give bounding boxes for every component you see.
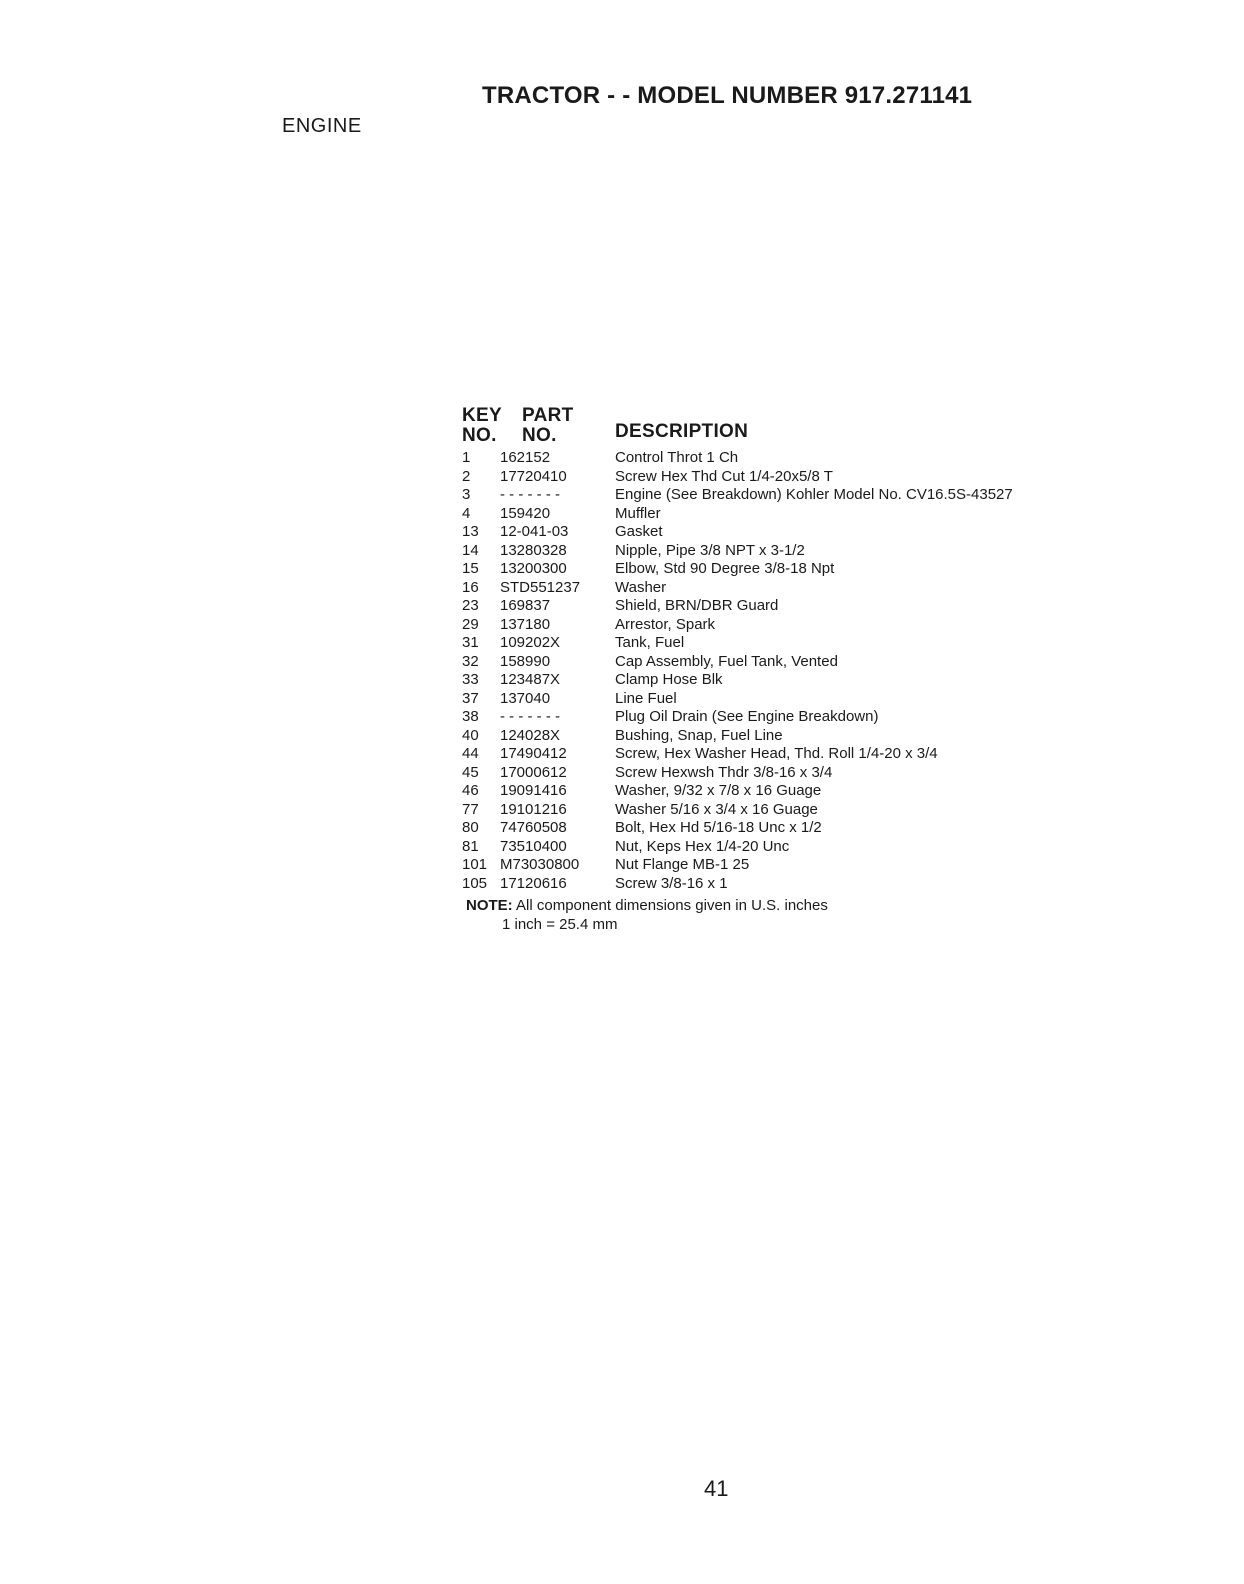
part-no: 12-041-03: [500, 523, 569, 540]
section-title: ENGINE: [282, 115, 362, 137]
description: Washer 5/16 x 3/4 x 16 Guage: [615, 800, 818, 818]
key-no: 1: [462, 449, 471, 466]
description: Tank, Fuel: [615, 634, 685, 651]
key-no: 13: [462, 523, 479, 540]
part-no: 13200300: [500, 560, 567, 577]
table-row: [462, 819, 1082, 838]
page-title: TRACTOR - - MODEL NUMBER 917.271141: [482, 82, 973, 109]
key-no: 77: [462, 800, 479, 818]
description: Washer, 9/32 x 7/8 x 16 Guage: [615, 782, 822, 799]
key-no: 33: [462, 671, 479, 688]
description: Arrestor, Spark: [615, 615, 716, 633]
part-no: 162152: [500, 449, 551, 466]
parts-table: [462, 405, 1082, 893]
part-no: 123487X: [500, 671, 561, 688]
key-no: 3: [462, 486, 471, 503]
key-no: 37: [462, 689, 479, 707]
part-no: 17490412: [500, 745, 567, 762]
table-row: [462, 727, 1082, 746]
description: Shield, BRN/DBR Guard: [615, 597, 779, 614]
page-number: 41: [704, 1476, 729, 1501]
part-no: 137040: [500, 689, 551, 707]
table-row: [462, 505, 1082, 524]
part-no: 17720410: [500, 467, 567, 485]
key-no: 15: [462, 560, 479, 577]
key-no: 29: [462, 615, 479, 633]
key-no: 4: [462, 504, 471, 522]
part-no: - - - - - - -: [500, 486, 560, 503]
table-row: [462, 542, 1082, 561]
description: Nipple, Pipe 3/8 NPT x 3-1/2: [615, 541, 805, 559]
part-no: 74760508: [500, 819, 567, 836]
table-row: [462, 597, 1082, 616]
key-no: 38: [462, 708, 479, 725]
part-no: STD551237: [500, 578, 581, 596]
part-no: M73030800: [500, 856, 580, 873]
key-no: 105: [462, 874, 488, 892]
key-no: 23: [462, 597, 479, 614]
description: Plug Oil Drain (See Engine Breakdown): [615, 708, 879, 725]
part-no: 124028X: [500, 726, 561, 744]
description: Screw, Hex Washer Head, Thd. Roll 1/4-20 x 3/4: [615, 745, 938, 762]
table-row: [462, 653, 1082, 672]
part-no: 19101216: [500, 800, 567, 818]
part-no: 109202X: [500, 634, 561, 651]
table-row: [462, 616, 1082, 635]
key-no: 44: [462, 745, 479, 762]
table-row: [462, 560, 1082, 579]
table-row: [462, 856, 1082, 875]
part-no: 19091416: [500, 782, 567, 799]
table-row: [462, 468, 1082, 487]
description: Screw Hex Thd Cut 1/4-20x5/8 T: [615, 467, 833, 485]
table-row: [462, 745, 1082, 764]
description: Nut, Keps Hex 1/4-20 Unc: [615, 837, 790, 855]
description: Screw Hexwsh Thdr 3/8-16 x 3/4: [615, 763, 833, 781]
key-no: 16: [462, 578, 479, 596]
part-no: 73510400: [500, 837, 567, 855]
column-header-part-line2: NO.: [522, 425, 557, 446]
description: Engine (See Breakdown) Kohler Model No. CV16.5S-43527: [615, 486, 1013, 503]
description: Cap Assembly, Fuel Tank, Vented: [615, 652, 838, 670]
description: Gasket: [615, 523, 663, 540]
description: Control Throt 1 Ch: [615, 449, 739, 466]
description: Nut Flange MB-1 25: [615, 856, 750, 873]
table-row: [462, 801, 1082, 820]
table-row: [462, 634, 1082, 653]
description: Clamp Hose Blk: [615, 671, 723, 688]
table-row: [462, 449, 1082, 468]
key-no: 101: [462, 856, 488, 873]
part-no: 13280328: [500, 541, 567, 559]
dimensions-note: [466, 896, 828, 934]
column-header-key-line2: NO.: [462, 425, 497, 446]
description: Muffler: [615, 504, 661, 522]
key-no: 32: [462, 652, 479, 670]
parts-list: [462, 449, 1082, 893]
description: Washer: [615, 578, 667, 596]
table-row: [462, 782, 1082, 801]
note-line1: All component dimensions given in U.S. inches: [516, 897, 828, 914]
parts-table-header: [462, 405, 1082, 447]
key-no: 81: [462, 837, 479, 855]
table-row: [462, 708, 1082, 727]
key-no: 80: [462, 819, 479, 836]
table-row: [462, 523, 1082, 542]
part-no: 169837: [500, 597, 551, 614]
description: Bolt, Hex Hd 5/16-18 Unc x 1/2: [615, 819, 822, 836]
key-no: 40: [462, 726, 479, 744]
key-no: 46: [462, 782, 479, 799]
table-row: [462, 579, 1082, 598]
column-header-key-line1: KEY: [462, 405, 502, 426]
key-no: 45: [462, 763, 479, 781]
note-label: NOTE:: [466, 897, 513, 914]
key-no: 2: [462, 467, 471, 485]
column-header-part-line1: PART: [522, 405, 574, 426]
part-no: - - - - - - -: [500, 708, 560, 725]
table-row: [462, 486, 1082, 505]
part-no: 159420: [500, 504, 551, 522]
part-no: 17000612: [500, 763, 567, 781]
part-no: 158990: [500, 652, 551, 670]
key-no: 31: [462, 634, 479, 651]
table-row: [462, 764, 1082, 783]
column-header-description: DESCRIPTION: [615, 421, 749, 442]
table-row: [462, 671, 1082, 690]
description: Bushing, Snap, Fuel Line: [615, 726, 783, 744]
part-no: 17120616: [500, 874, 567, 892]
table-row: [462, 875, 1082, 894]
description: Screw 3/8-16 x 1: [615, 874, 728, 892]
key-no: 14: [462, 541, 479, 559]
table-row: [462, 690, 1082, 709]
table-row: [462, 838, 1082, 857]
description: Elbow, Std 90 Degree 3/8-18 Npt: [615, 560, 835, 577]
part-no: 137180: [500, 615, 551, 633]
description: Line Fuel: [615, 689, 677, 707]
note-line2: 1 inch = 25.4 mm: [502, 916, 618, 933]
